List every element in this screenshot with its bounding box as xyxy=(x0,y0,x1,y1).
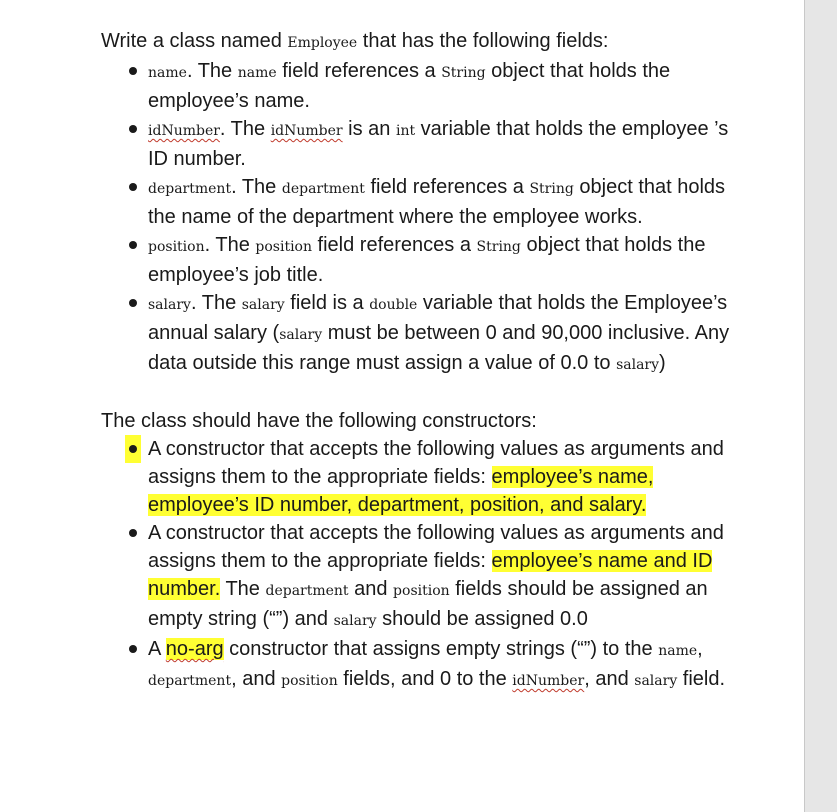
field-code: name xyxy=(658,643,698,659)
field-desc: object that holds the employee’s name. xyxy=(148,60,671,112)
field-desc: The xyxy=(192,60,238,82)
field-desc: ) xyxy=(659,352,666,374)
constructors-intro: The class should have the following constructors: xyxy=(101,410,537,432)
field-desc: The xyxy=(236,176,282,198)
field-desc: object that holds the name of the department where the employee works. xyxy=(148,176,726,228)
field-code: name xyxy=(237,65,277,81)
field-code: salary xyxy=(333,613,377,629)
field-name-code: position xyxy=(148,239,205,255)
constructor-item-name-id xyxy=(101,519,741,635)
bullet-icon xyxy=(125,115,141,143)
type-code: String xyxy=(441,65,486,81)
field-code: salary xyxy=(279,327,323,343)
field-code: department xyxy=(265,583,349,599)
field-name-code: idNumber xyxy=(148,123,220,139)
constructor-desc: fields should be assigned an empty string (“”) and xyxy=(148,578,708,630)
bullet-icon xyxy=(125,231,141,259)
constructor-desc: A constructor that accepts the following values as arguments and assigns them to the appropriate fields: xyxy=(148,438,724,488)
field-desc: field references a xyxy=(364,176,530,198)
constructor-desc: fields, and 0 to the xyxy=(337,668,513,690)
constructor-desc: and xyxy=(348,578,394,600)
field-punct: . xyxy=(186,60,193,82)
field-code: department xyxy=(281,181,365,197)
field-code: idNumber xyxy=(270,123,343,139)
field-punct: . xyxy=(231,176,237,198)
constructor-desc: , and xyxy=(584,668,635,690)
field-desc: field references a xyxy=(276,60,442,82)
field-desc: object that holds the employee’s job title. xyxy=(148,234,706,286)
constructor-desc: A xyxy=(148,638,166,660)
field-code: idNumber xyxy=(512,673,585,689)
field-code: position xyxy=(393,583,450,599)
highlighted-text: employee’s name, employee’s ID number, department, position, and salary. xyxy=(148,466,654,516)
field-name-code: department xyxy=(148,181,232,197)
field-desc: variable that holds the Employee’s annual salary ( xyxy=(148,292,728,344)
field-punct: . xyxy=(219,118,226,140)
field-desc: The xyxy=(210,234,256,256)
field-desc: The xyxy=(196,292,242,314)
field-item-department xyxy=(101,173,741,231)
field-desc: variable that holds the employee ’s ID number. xyxy=(148,118,729,170)
constructor-desc: , xyxy=(697,638,703,660)
constructor-desc: , and xyxy=(231,668,282,690)
type-code: String xyxy=(529,181,574,197)
class-name-code: Employee xyxy=(287,35,358,51)
field-item-idnumber xyxy=(101,115,741,173)
fields-intro xyxy=(101,27,741,57)
bullet-icon xyxy=(125,435,141,463)
document-body xyxy=(101,27,741,695)
field-item-name xyxy=(101,57,741,115)
field-name-code: name xyxy=(148,65,187,81)
field-code: position xyxy=(255,239,312,255)
constructor-desc: should be assigned 0.0 xyxy=(376,608,588,630)
constructor-desc: field. xyxy=(677,668,726,690)
bullet-icon xyxy=(125,57,141,85)
field-item-salary xyxy=(101,289,741,379)
field-desc: is an xyxy=(342,118,396,140)
constructors-list xyxy=(101,435,741,695)
type-code: double xyxy=(369,297,418,313)
fields-intro-text-end: that has the following fields: xyxy=(357,30,609,52)
bullet-icon xyxy=(125,635,141,663)
highlighted-text: no-arg xyxy=(165,638,224,660)
highlighted-text: employee’s name and ID number. xyxy=(148,550,713,600)
fields-list xyxy=(101,57,741,379)
bullet-icon xyxy=(125,289,141,317)
constructor-item-full xyxy=(101,435,741,519)
field-name-code: salary xyxy=(148,297,191,313)
field-desc: field is a xyxy=(284,292,370,314)
field-punct: . xyxy=(190,292,197,314)
bullet-icon xyxy=(125,173,141,201)
field-desc: The xyxy=(225,118,271,140)
field-code: salary xyxy=(634,673,678,689)
field-item-position xyxy=(101,231,741,289)
field-code: salary xyxy=(616,357,660,373)
constructor-desc: constructor that assigns empty strings (“”) to the xyxy=(223,638,659,660)
field-desc: must be between 0 and 90,000 inclusive. Any data outside this range must assign a value of 0.0 to xyxy=(148,322,730,374)
fields-intro-text: Write a class named xyxy=(101,30,288,52)
field-code: salary xyxy=(241,297,285,313)
field-code: position xyxy=(281,673,338,689)
field-code: department xyxy=(148,673,232,689)
bullet-icon xyxy=(125,519,141,547)
field-punct: . xyxy=(204,234,211,256)
type-code: String xyxy=(476,239,521,255)
type-code: int xyxy=(395,123,416,139)
field-desc: field references a xyxy=(312,234,477,256)
constructor-item-no-arg xyxy=(101,635,741,695)
constructor-desc: The xyxy=(220,578,266,600)
constructor-desc: A constructor that accepts the following values as arguments and assigns them to the appropriate fields: xyxy=(148,522,724,572)
